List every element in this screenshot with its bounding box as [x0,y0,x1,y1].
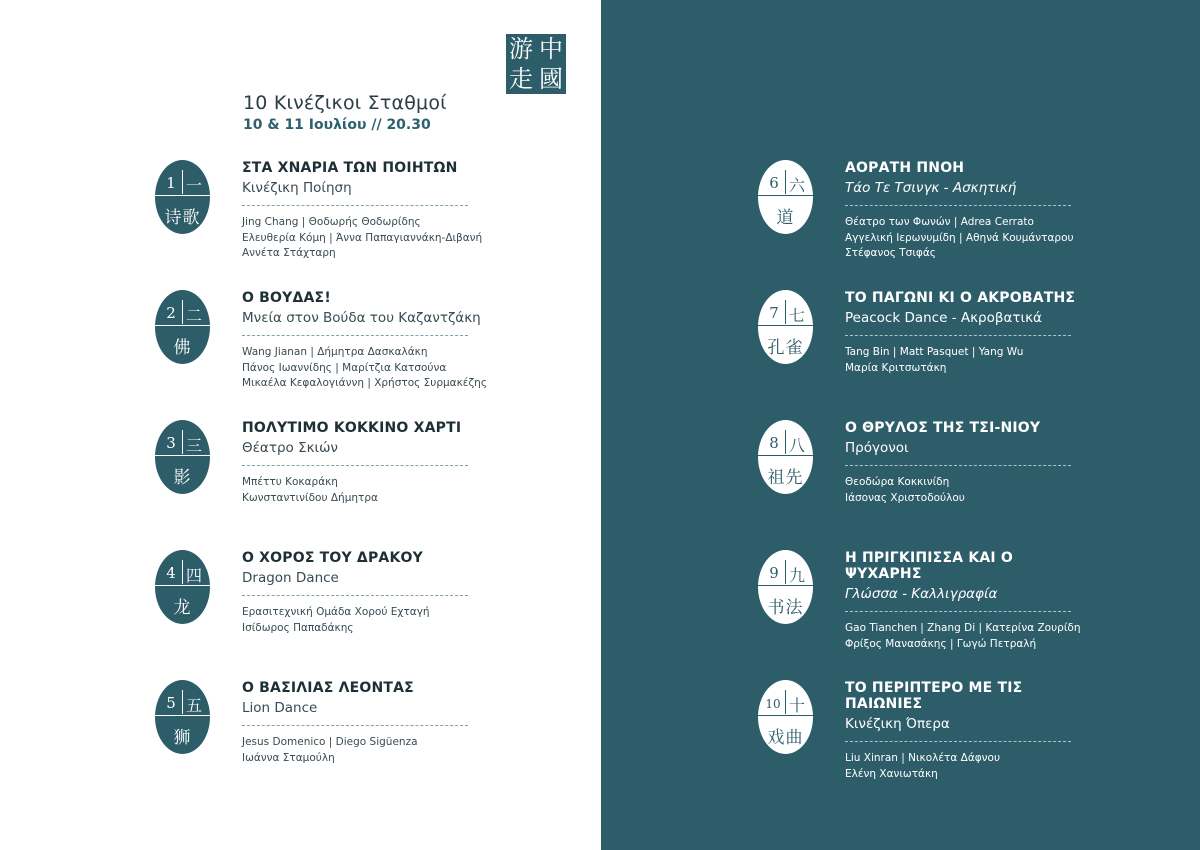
station-info [845,420,1085,506]
logo-char: 游 [509,35,533,63]
name-line: Μικαέλα Κεφαλογιάννη | Χρήστος Συρμακέζης [242,377,487,389]
station-subtitle: Θέατρο Σκιών [242,440,338,456]
station-chinese-number: 三 [185,436,202,455]
name-line: Ελένη Χανιωτάκη [845,767,938,780]
station-chinese-chars: 道 [776,208,795,228]
station-chinese-number: 四 [185,566,202,585]
station-number: 7 [769,304,779,322]
station-title: Ο ΧΟΡΟΣ ΤΟΥ ΔΡΑΚΟΥ [242,550,423,566]
station-chinese-number: 一 [185,176,202,195]
divider [242,725,468,726]
station-badge [758,290,813,364]
name-line: Στέφανος Τσιφάς [845,247,936,259]
station-title: ΣΤΑ ΧΝΑΡΙΑ ΤΩΝ ΠΟΙΗΤΩΝ [242,160,458,176]
station-subtitle: Μνεία στον Βούδα του Καζαντζάκη [242,310,481,326]
station-badge [758,420,813,494]
station-names [242,345,487,392]
name-line: Gao Tianchen | Zhang Di | Κατερίνα Ζουρίδη [845,622,1081,634]
station-badge [758,160,813,234]
station-names [845,751,1085,782]
header [243,92,447,133]
divider [242,595,468,596]
station-badge [155,420,210,494]
divider [242,465,468,466]
divider [845,611,1071,612]
name-line: Jesus Domenico | Diego Sigüenza [242,736,418,748]
station-title: Η ΠΡΙΓΚΙΠΙΣΣΑ ΚΑΙ Ο ΨΥΧΑΡΗΣ [845,550,1013,582]
station-info [242,420,482,506]
station-badge [155,550,210,624]
station-names [242,475,482,506]
station-number: 10 [765,697,781,711]
name-line: Μαρία Κριτσωτάκη [845,361,947,374]
station-chinese-number: 八 [788,436,805,455]
station-info [845,290,1085,376]
station-chinese-number: 二 [185,306,202,325]
station-number: 2 [166,304,176,322]
station-info [242,680,482,766]
logo-char: 國 [539,65,563,93]
station-names [242,215,482,262]
station-number: 6 [769,174,779,192]
name-line: Φρίξος Μανασάκης | Γωγώ Πετραλή [845,637,1037,650]
station-subtitle: Τάο Τε Τσινγκ - Ασκητική [845,180,1017,196]
name-line: Αγγελική Ιερωνυμίδη | Αθηνά Κουμάνταρου [845,231,1074,244]
station-names [845,215,1085,262]
station-info [845,160,1085,262]
station-info [242,550,482,636]
station-title: ΠΟΛΥΤΙΜΟ ΚΟΚΚΙΝΟ ΧΑΡΤΙ [242,420,462,436]
station-number: 4 [166,564,176,582]
station-title: ΑΟΡΑΤΗ ΠΝΟΗ [845,160,965,176]
station-number: 9 [769,564,779,582]
station-names [845,475,1085,506]
name-line: Κωνσταντινίδου Δήμητρα [242,491,378,504]
logo [506,34,566,94]
station-subtitle: Dragon Dance [242,570,339,586]
name-line: Ιωάννα Σταμούλη [242,751,335,764]
name-line: Θεοδώρα Κοκκινίδη [845,476,950,488]
logo-char: 走 [509,65,533,93]
station-names [242,605,482,636]
station-chinese-number: 六 [788,176,805,195]
divider [845,335,1071,336]
station-chinese-number: 九 [788,566,805,585]
name-line: Ισίδωρος Παπαδάκης [242,621,354,634]
station-badge [155,160,210,234]
station-chinese-chars: 龙 [173,598,192,618]
station-chinese-number: 十 [788,696,805,715]
station-number: 5 [166,694,176,712]
name-line: Wang Jianan | Δήμητρα Δασκαλάκη [242,346,428,358]
name-line: Μπέττυ Κοκαράκη [242,476,338,488]
divider [242,335,468,336]
name-line: Αννέτα Στάχταρη [242,247,336,259]
name-line: Liu Xinran | Νικολέτα Δάφνου [845,752,1001,764]
station-chinese-chars: 影 [173,468,192,488]
name-line: Θέατρο των Φωνών | Adrea Cerrato [845,216,1034,228]
station-names [242,735,482,766]
station-info [242,290,487,392]
divider [845,465,1071,466]
station-names [845,345,1085,376]
station-chinese-chars: 孔雀 [767,338,804,358]
station-badge [758,550,813,624]
station-badge [758,680,813,754]
station-title: Ο ΒΟΥΔΑΣ! [242,290,331,306]
station-title: Ο ΒΑΣΙΛΙΑΣ ΛΕΟΝΤΑΣ [242,680,414,696]
page-date: 10 & 11 Ιουλίου // 20.30 [243,117,431,133]
station-subtitle: Peacock Dance - Ακροβατικά [845,310,1042,326]
name-line: Ελευθερία Κόμη | Άννα Παπαγιαννάκη-Διβανή [242,231,483,244]
station-title: Ο ΘΡΥΛΟΣ ΤΗΣ ΤΣΙ-ΝΙΟΥ [845,420,1041,436]
station-badge [155,680,210,754]
station-chinese-chars: 戏曲 [767,728,804,748]
station-title: ΤΟ ΠΑΓΩΝΙ ΚΙ Ο ΑΚΡΟΒΑΤΗΣ [845,290,1076,306]
station-title: ΤΟ ΠΕΡΙΠΤΕΡΟ ΜΕ ΤΙΣ ΠΑΙΩΝΙΕΣ [845,680,1023,712]
name-line: Ερασιτεχνική Ομάδα Χορού Εχταγή [242,606,430,618]
divider [242,205,468,206]
station-chinese-chars: 祖先 [767,468,804,488]
station-names [845,621,1085,652]
station-chinese-chars: 狮 [173,728,192,748]
station-subtitle: Κινέζικη Ποίηση [242,180,352,196]
station-subtitle: Γλώσσα - Καλλιγραφία [845,586,998,602]
right-page [601,0,1200,850]
station-subtitle: Κινέζικη Όπερα [845,716,950,732]
logo-char: 中 [539,35,563,63]
station-number: 3 [166,434,176,452]
station-info [845,680,1085,782]
station-chinese-number: 五 [185,696,202,715]
station-number: 1 [166,174,176,192]
divider [845,205,1071,206]
station-info [845,550,1085,652]
station-subtitle: Lion Dance [242,700,318,716]
station-chinese-chars: 佛 [173,338,192,358]
name-line: Ιάσονας Χριστοδούλου [845,491,965,504]
name-line: Πάνος Ιωαννίδης | Μαρίτζια Κατσούνα [242,361,447,374]
station-info [242,160,482,262]
station-subtitle: Πρόγονοι [845,440,909,456]
page-title: 10 Κινέζικοι Σταθμοί [243,92,447,114]
station-badge [155,290,210,364]
station-chinese-chars: 诗歌 [164,208,201,228]
name-line: Tang Bin | Matt Pasquet | Yang Wu [845,346,1024,358]
name-line: Jing Chang | Θοδωρής Θοδωρίδης [242,216,421,228]
station-chinese-chars: 书法 [767,598,804,618]
divider [845,741,1071,742]
station-chinese-number: 七 [788,306,805,325]
station-number: 8 [769,434,779,452]
